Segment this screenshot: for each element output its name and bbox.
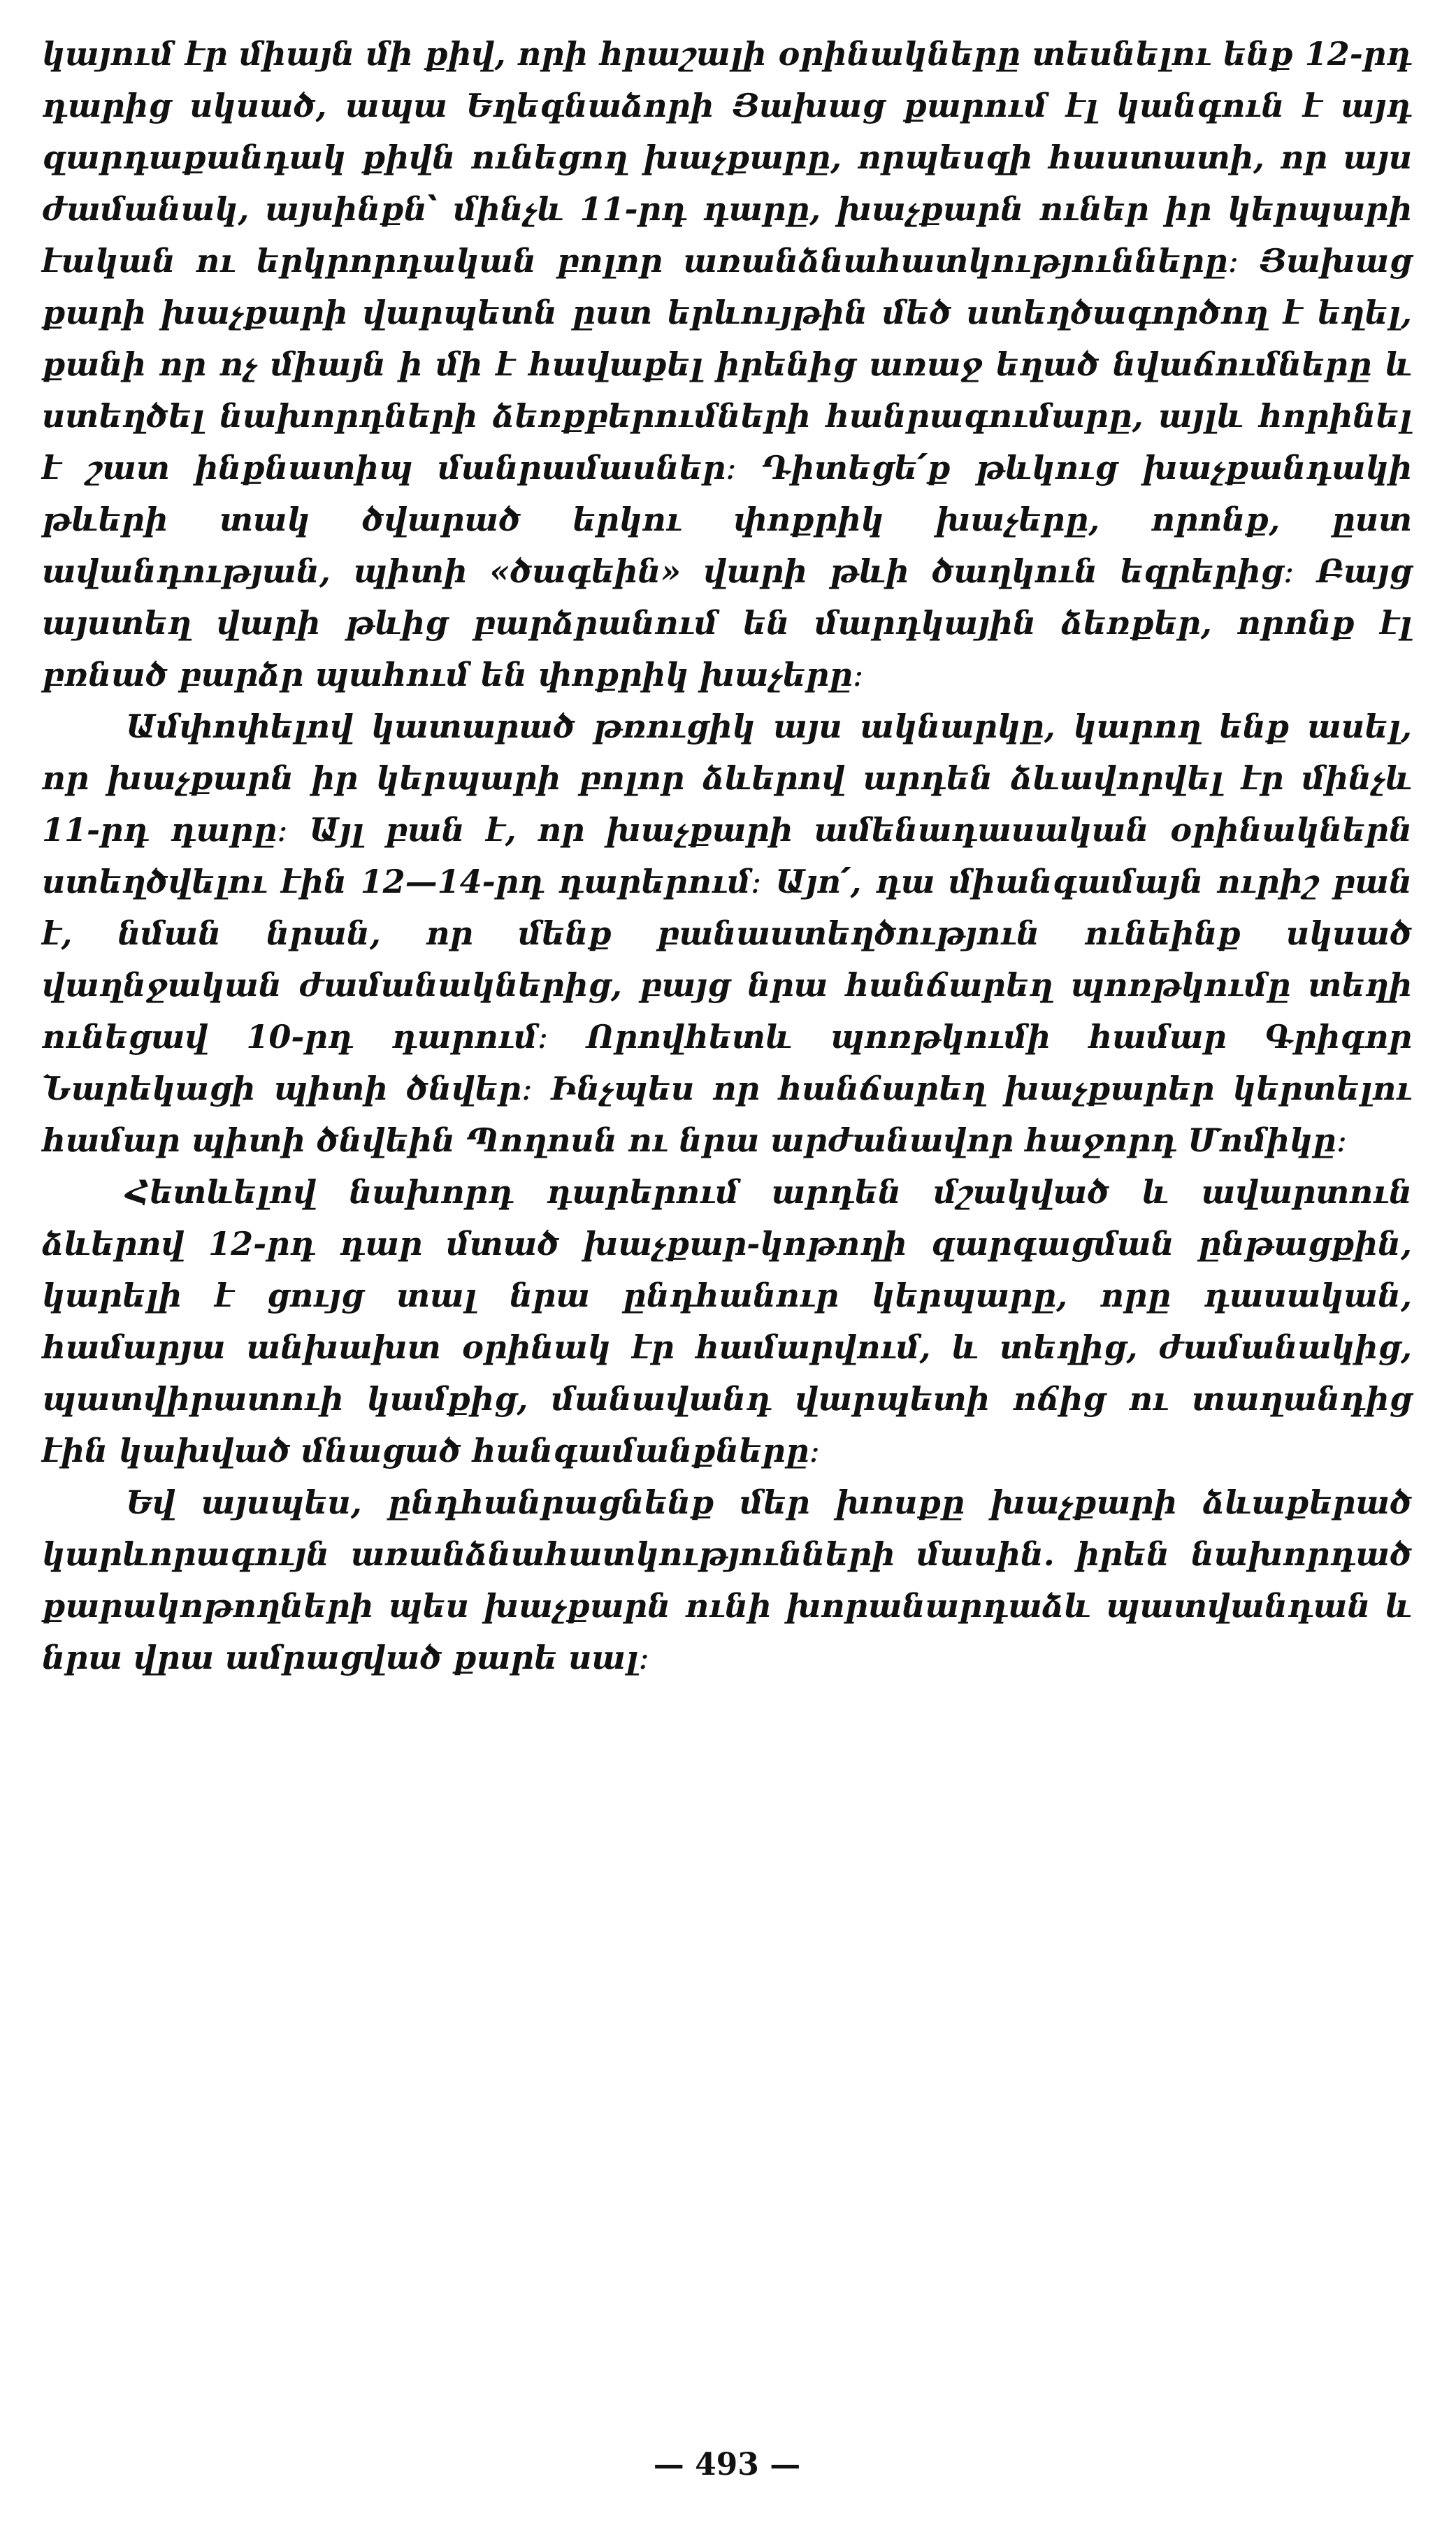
paragraph-4: Եվ այսպես, ընդհանրացնենք մեր խոսքը խաչքարի ձևաքերած կարևորագույն առանձնահատկությունների մասին. իրեն նախորդած քարակոթողների պես խաչքարն ունի խորանարդաձև պատվանդան և նրա վրա ամրացված քարե սալ։ [42,1483,1412,1676]
paragraph-1: կայում էր միայն մի քիվ, որի հրաշալի օրինակները տեսնելու ենք 12-րդ դարից սկսած, ապա Եղեգնաձորի Յախաց քարում էլ կանգուն է այդ զարդաքանդակ քիվն ունեցող խաչքարը, որպեսզի հաստատի, որ այս ժամանակ, այսինքն՝ մինչև 11-րդ դարը, խաչքարն ուներ իր կերպարի էական ու երկրորդական բոլոր առանձնահատկությունները։ Յախաց քարի խաչքարի վարպետն ըստ երևույթին մեծ ստեղծագործող է եղել, քանի որ ոչ միայն ի մի է հավաքել իրենից առաջ եղած նվաճումները և ստեղծել նախորդների ձեռքբերումների հանրագումարը, այլև հորինել է շատ ինքնատիպ մանրամասներ։ Դիտեցե՛ք թևկուց խաչքանդակի թևերի տակ ծվարած երկու փոքրիկ խաչերը, որոնք, ըստ ավանդության, պիտի «ծագեին» վարի թևի ծաղկուն եզրերից։ Բայց այստեղ վարի թևից բարձրանում են մարդկային ձեռքեր, որոնք էլ բռնած բարձր պահում են փոքրիկ խաչերը։ [42,35,1412,693]
book-page [42,28,1412,2503]
page-number: — 493 — [653,2447,801,2482]
paragraph-2: Ամփոփելով կատարած թռուցիկ այս ակնարկը, կարող ենք ասել, որ խաչքարն իր կերպարի բոլոր ձևերով արդեն ձևավորվել էր մինչև 11-րդ դարը։ Այլ բան է, որ խաչքարի ամենադասական օրինակներն ստեղծվելու էին 12—14-րդ դարերում։ Այո՛, դա միանգամայն ուրիշ բան է, նման նրան, որ մենք բանաստեղծություն ունեինք սկսած վաղնջական ժամանակներից, բայց նրա հանճարեղ պոռթկումը տեղի ունեցավ 10-րդ դարում։ Որովհետև պոռթկումի համար Գրիգոր Նարեկացի պիտի ծնվեր։ Ինչպես որ հանճարեղ խաչքարեր կերտելու համար պիտի ծնվեին Պողոսն ու նրա արժանավոր հաջորդ Մոմիկը։ [42,707,1412,1159]
paragraph-3: Հետևելով նախորդ դարերում արդեն մշակված և ավարտուն ձևերով 12-րդ դար մտած խաչքար-կոթողի զարգացման ընթացքին, կարելի է ցույց տալ նրա ընդհանուր կերպարը, որը դասական, համարյա անխախտ օրինակ էր համարվում, և տեղից, ժամանակից, պատվիրատուի կամքից, մանավանդ վարպետի ոճից ու տաղանդից էին կախված մնացած հանգամանքները։ [42,1173,1412,1469]
